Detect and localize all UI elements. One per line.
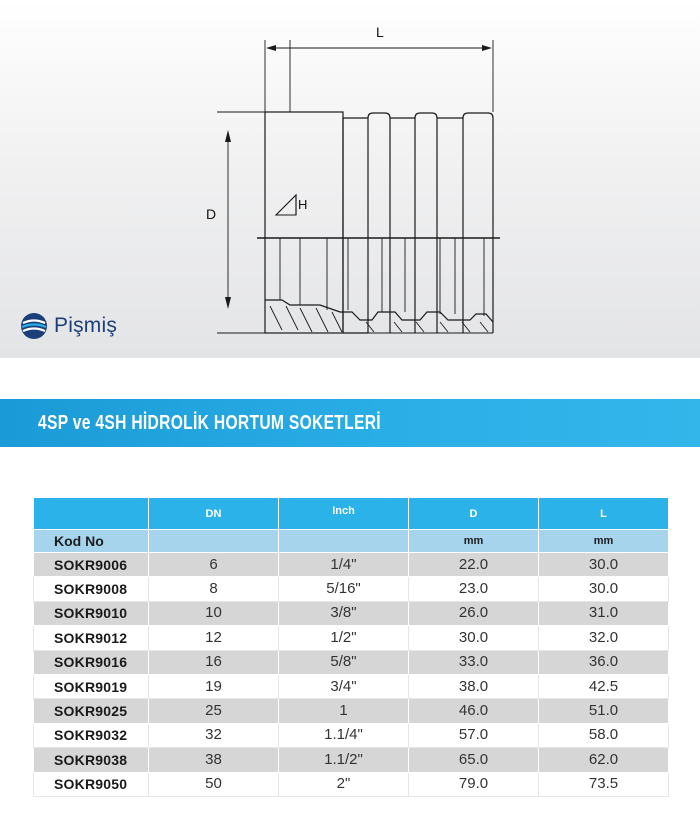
d-value: 22.0 xyxy=(409,553,539,577)
d-value: 30.0 xyxy=(409,626,539,650)
length-dimension-label: L xyxy=(376,24,384,40)
d-value: 23.0 xyxy=(409,577,539,601)
table-row xyxy=(34,748,669,772)
column-header-d: D xyxy=(409,498,539,530)
table-row xyxy=(34,626,669,650)
product-code: SOKR9019 xyxy=(34,674,149,698)
l-value: 31.0 xyxy=(539,601,669,625)
product-code: SOKR9038 xyxy=(34,748,149,772)
dn-value: 25 xyxy=(149,699,279,723)
product-code: SOKR9050 xyxy=(34,772,149,796)
column-header-dn: DN xyxy=(149,498,279,530)
section-title: 4SP ve 4SH HİDROLİK HORTUM SOKETLERİ xyxy=(38,411,381,434)
unit-l: mm xyxy=(539,530,669,553)
inch-value: 1.1/2" xyxy=(279,748,409,772)
inch-value: 1/4" xyxy=(279,553,409,577)
brand-globe-icon xyxy=(20,312,48,340)
hex-dimension-label: H xyxy=(298,197,308,212)
table-units-row xyxy=(34,530,669,553)
dn-value: 32 xyxy=(149,723,279,747)
brand-name: Pişmiş xyxy=(54,314,118,337)
inch-value: 1/2" xyxy=(279,626,409,650)
product-code: SOKR9008 xyxy=(34,577,149,601)
specification-table xyxy=(33,497,669,797)
dn-value: 50 xyxy=(149,772,279,796)
product-code: SOKR9025 xyxy=(34,699,149,723)
unit-d: mm xyxy=(409,530,539,553)
column-header-code xyxy=(34,498,149,530)
diameter-dimension-label: D xyxy=(206,206,217,222)
dn-value: 16 xyxy=(149,650,279,674)
unit-dn xyxy=(149,530,279,553)
product-code: SOKR9012 xyxy=(34,626,149,650)
table-header-row xyxy=(34,498,669,530)
d-value: 46.0 xyxy=(409,699,539,723)
l-value: 30.0 xyxy=(539,577,669,601)
product-code: SOKR9016 xyxy=(34,650,149,674)
inch-value: 1 xyxy=(279,699,409,723)
l-value: 32.0 xyxy=(539,626,669,650)
d-value: 33.0 xyxy=(409,650,539,674)
d-value: 38.0 xyxy=(409,674,539,698)
table-row xyxy=(34,577,669,601)
l-value: 36.0 xyxy=(539,650,669,674)
inch-value: 5/16" xyxy=(279,577,409,601)
table-row xyxy=(34,674,669,698)
product-code: SOKR9006 xyxy=(34,553,149,577)
d-value: 26.0 xyxy=(409,601,539,625)
dn-value: 6 xyxy=(149,553,279,577)
table-row xyxy=(34,772,669,796)
inch-value: 2" xyxy=(279,772,409,796)
unit-inch xyxy=(279,530,409,553)
brand-logo xyxy=(20,312,117,340)
column-header-inch: Inch xyxy=(279,498,409,530)
table-row xyxy=(34,650,669,674)
dn-value: 8 xyxy=(149,577,279,601)
product-code: SOKR9032 xyxy=(34,723,149,747)
d-value: 65.0 xyxy=(409,748,539,772)
section-banner xyxy=(0,399,700,447)
kod-no-label: Kod No xyxy=(34,530,149,553)
inch-value: 5/8" xyxy=(279,650,409,674)
column-header-l: L xyxy=(539,498,669,530)
l-value: 51.0 xyxy=(539,699,669,723)
dn-value: 38 xyxy=(149,748,279,772)
product-drawing-area xyxy=(0,0,700,358)
table-row xyxy=(34,553,669,577)
l-value: 73.5 xyxy=(539,772,669,796)
inch-value: 3/8" xyxy=(279,601,409,625)
inch-value: 1.1/4" xyxy=(279,723,409,747)
d-value: 79.0 xyxy=(409,772,539,796)
d-value: 57.0 xyxy=(409,723,539,747)
l-value: 42.5 xyxy=(539,674,669,698)
l-value: 58.0 xyxy=(539,723,669,747)
table-row xyxy=(34,699,669,723)
dn-value: 12 xyxy=(149,626,279,650)
table-row xyxy=(34,723,669,747)
product-code: SOKR9010 xyxy=(34,601,149,625)
dn-value: 10 xyxy=(149,601,279,625)
table-body xyxy=(34,553,669,797)
l-value: 62.0 xyxy=(539,748,669,772)
inch-value: 3/4" xyxy=(279,674,409,698)
table-row xyxy=(34,601,669,625)
hose-socket-technical-drawing xyxy=(0,0,700,358)
l-value: 30.0 xyxy=(539,553,669,577)
dn-value: 19 xyxy=(149,674,279,698)
